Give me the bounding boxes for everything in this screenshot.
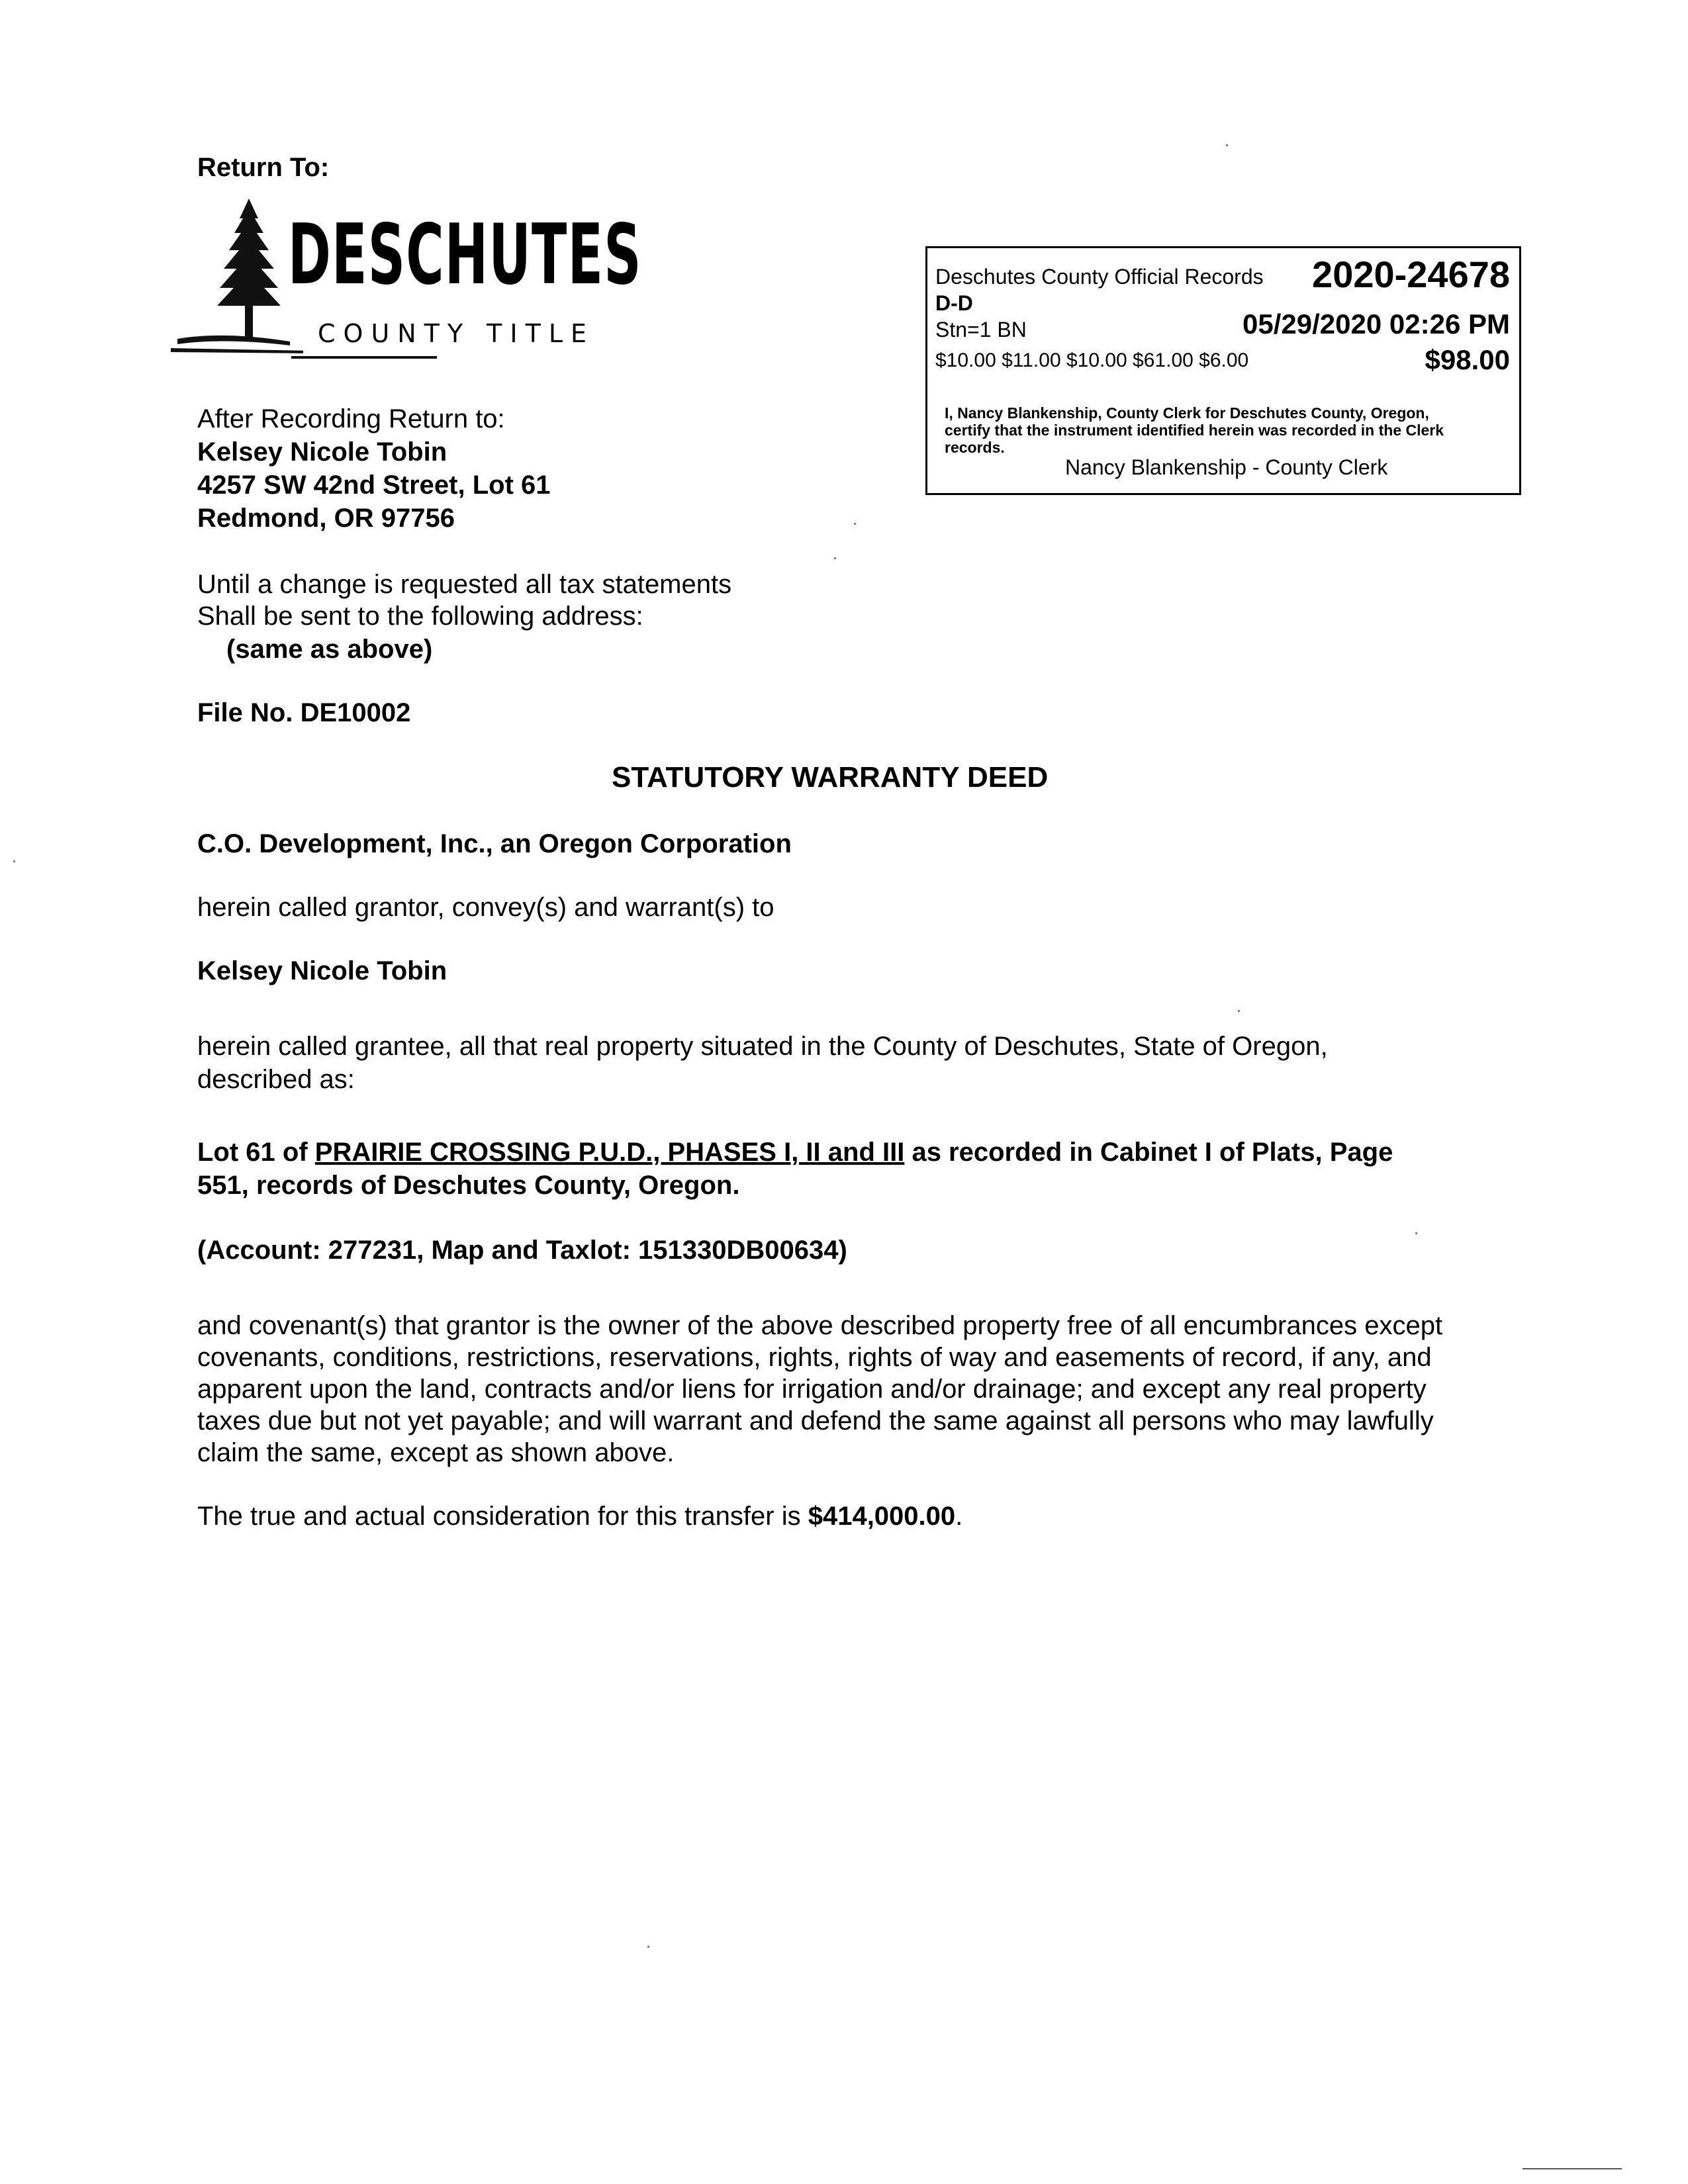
- recording-type: D-D: [935, 291, 973, 315]
- return-name: Kelsey Nicole Tobin: [197, 437, 447, 467]
- consideration-amount: $414,000.00: [808, 1502, 956, 1531]
- scan-speck: [854, 523, 856, 525]
- grantee-clause: herein called grantee, all that real property situated in the County of Deschutes, State of Oregon,: [197, 1032, 1328, 1061]
- file-number: File No. DE10002: [197, 698, 411, 727]
- recording-datetime: 05/29/2020 02:26 PM: [1243, 308, 1510, 340]
- grantor-name: C.O. Development, Inc., an Oregon Corporation: [197, 829, 792, 858]
- pine-tree-icon: [171, 192, 303, 357]
- scan-edge-line: [1523, 2168, 1622, 2169]
- return-street: 4257 SW 42nd Street, Lot 61: [197, 471, 551, 500]
- covenant-line: and covenant(s) that grantor is the owner of the above described property free of all encumbrances except: [197, 1311, 1443, 1340]
- legal-description-line: [197, 1136, 1393, 1169]
- scan-speck: [834, 557, 836, 559]
- scan-speck: [1226, 144, 1228, 146]
- after-recording-label: After Recording Return to:: [197, 404, 505, 433]
- consideration-line: [197, 1500, 962, 1533]
- recording-station: Stn=1 BN: [935, 318, 1027, 341]
- covenant-line: taxes due but not yet payable; and will warrant and defend the same against all persons who may lawfully: [197, 1406, 1434, 1435]
- consideration-text: The true and actual consideration for this transfer is: [197, 1502, 808, 1531]
- recording-certification-line: certify that the instrument identified herein was recorded in the Clerk: [945, 422, 1444, 439]
- grantor-clause: herein called grantor, convey(s) and warrant(s) to: [197, 893, 774, 922]
- covenant-line: claim the same, except as shown above.: [197, 1438, 675, 1467]
- recording-certification-line: records.: [945, 439, 1005, 456]
- logo-wordmark: DESCHUTES: [288, 206, 642, 303]
- account-taxlot: (Account: 277231, Map and Taxlot: 151330DB00634): [197, 1236, 847, 1265]
- scan-speck: [13, 860, 15, 862]
- recording-certification-line: I, Nancy Blankenship, County Clerk for Deschutes County, Oregon,: [945, 404, 1429, 422]
- scan-speck: [1415, 1232, 1417, 1234]
- plat-name: PRAIRIE CROSSING P.U.D., PHASES I, II and III: [314, 1138, 905, 1167]
- grantee-clause-cont: described as:: [197, 1065, 355, 1094]
- recording-office: Deschutes County Official Records: [935, 265, 1264, 289]
- recording-document-number: 2020-24678: [1312, 253, 1510, 295]
- scan-speck: [647, 1946, 649, 1948]
- tax-statement-line: Shall be sent to the following address:: [197, 602, 643, 631]
- logo-subtitle: COUNTY TITLE: [318, 319, 594, 348]
- recording-stamp-box: [925, 246, 1521, 495]
- recording-fees: $10.00 $11.00 $10.00 $61.00 $6.00: [935, 349, 1249, 371]
- legal-description-cabinet: as recorded in Cabinet I of Plats, Page: [904, 1138, 1393, 1167]
- scan-speck: [1238, 1010, 1240, 1012]
- recording-clerk: Nancy Blankenship - County Clerk: [1065, 455, 1388, 479]
- legal-description-line: 551, records of Deschutes County, Oregon.: [197, 1171, 740, 1200]
- consideration-end: .: [955, 1502, 963, 1531]
- tax-statement-line: Until a change is requested all tax statements: [197, 570, 732, 599]
- legal-description-lot: Lot 61 of: [197, 1138, 315, 1167]
- grantee-name: Kelsey Nicole Tobin: [197, 956, 447, 985]
- covenant-line: covenants, conditions, restrictions, reservations, rights, rights of way and easements of record, if any, and: [197, 1343, 1432, 1372]
- covenant-line: apparent upon the land, contracts and/or liens for irrigation and/or drainage; and except any real property: [197, 1375, 1427, 1404]
- recording-total: $98.00: [1425, 344, 1510, 375]
- return-to-label: Return To:: [197, 153, 330, 182]
- return-city: Redmond, OR 97756: [197, 504, 455, 533]
- deed-title: STATUTORY WARRANTY DEED: [612, 761, 1049, 794]
- tax-same-as-above: (same as above): [226, 635, 433, 664]
